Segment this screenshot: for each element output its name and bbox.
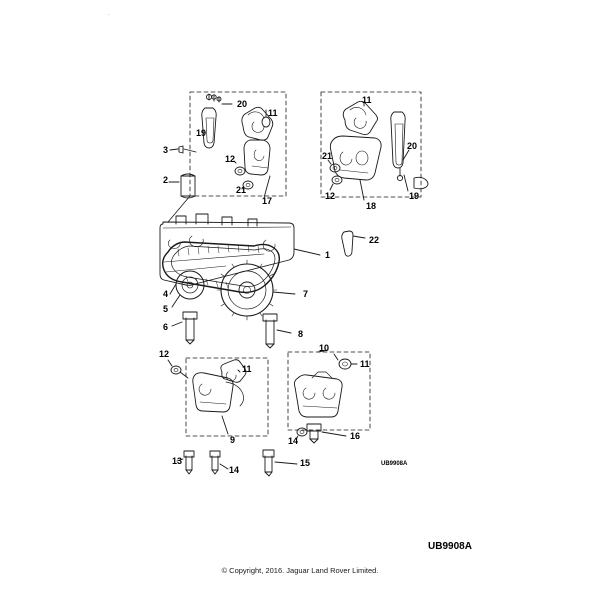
callout-19-right: 19 [409, 191, 420, 201]
part-12c-washer-in [174, 368, 178, 371]
callout-20: 20 [237, 99, 248, 109]
head-top-edge [163, 227, 291, 228]
part-6-leader [172, 322, 182, 326]
sprocket-7-inner [228, 271, 266, 309]
part-14b-bolt [212, 456, 218, 470]
callout-2: 2 [163, 175, 169, 185]
head-cam-cover-1 [176, 216, 186, 224]
callout-11: 11 [268, 108, 278, 118]
part-18-rib [340, 170, 368, 173]
callout-3: 3 [163, 145, 169, 155]
part-17-arm-detail [252, 166, 268, 168]
part-15-leader [275, 462, 297, 464]
callout-11-bottom-right: 11 [360, 359, 370, 369]
part-11d-washer [339, 359, 351, 369]
part-8-bolt-tip [266, 344, 274, 348]
group-box-9 [186, 358, 268, 436]
part-code-small: UB9908A [381, 461, 408, 467]
part-2-bush [181, 176, 195, 196]
part-6-bolt-head [183, 312, 197, 319]
part-14b-leader [220, 464, 228, 469]
part-3-bolt-head [179, 146, 183, 153]
part-17-leader [264, 176, 270, 198]
part-3-bolt [184, 149, 196, 152]
head-cam-cover-3 [222, 217, 232, 225]
callout-5: 5 [163, 304, 169, 314]
part-13-bolt [186, 456, 192, 470]
callout-4: 4 [163, 289, 169, 299]
part-14b-head [210, 451, 220, 457]
leader-17-diagonal [168, 196, 190, 222]
sprocket-7-hub [239, 282, 255, 298]
part-12c-leader [168, 360, 172, 366]
callout-21: 21 [236, 185, 247, 195]
callout-19: 19 [196, 128, 207, 138]
callout-21-right: 21 [322, 151, 333, 161]
callout-9: 9 [230, 435, 236, 445]
callout-7: 7 [303, 289, 309, 299]
part-9-leader [222, 416, 228, 434]
part-16-tip [310, 439, 318, 443]
part-9-hole1 [199, 384, 211, 395]
callout-6: 6 [163, 322, 169, 332]
part-8-bolt-head [263, 314, 277, 321]
callout-12: 12 [225, 154, 236, 164]
part-5-leader [172, 295, 180, 307]
part-17-arm-hole [254, 150, 264, 161]
sprocket-7-leader [273, 292, 295, 294]
part-10-rib [303, 406, 337, 408]
part-11a-detail1 [248, 112, 264, 118]
part-13-tip [186, 470, 192, 474]
callout-11-bottom-left: 11 [242, 364, 252, 374]
callout-12-bottom: 12 [159, 349, 170, 359]
part-12b-leader [330, 184, 333, 190]
part-12b-washer-in [335, 178, 339, 181]
part-12a-washer [235, 167, 245, 175]
part-13-head [184, 451, 194, 457]
callout-16: 16 [350, 431, 361, 441]
callout-13: 13 [172, 456, 183, 466]
group-box-10 [288, 352, 370, 430]
callout-14-bottom: 14 [229, 465, 240, 475]
part-1-leader [294, 249, 320, 255]
part-19b-leader [404, 175, 408, 191]
part-11a-boss [262, 117, 270, 127]
part-9-arm [226, 382, 244, 406]
part-21a-washer-inner [246, 183, 250, 186]
part-11b-d1 [350, 107, 366, 115]
part-11d-washer-in [343, 362, 348, 366]
part-12a-washer-inner [238, 169, 242, 172]
callout-10: 10 [319, 343, 330, 353]
part-22-leader [353, 236, 365, 238]
part-15-tip [265, 472, 272, 476]
callout-18: 18 [366, 201, 377, 211]
part-12c-stud [180, 372, 188, 378]
head-boss-a [168, 240, 180, 249]
callout-8: 8 [298, 329, 304, 339]
part-10-hole2 [323, 388, 335, 399]
callout-15: 15 [300, 458, 311, 468]
diagram-linework [160, 92, 428, 476]
callout-11-right: 11 [362, 95, 372, 105]
copyright-notice: © Copyright, 2016. Jaguar Land Rover Limited. [221, 566, 379, 575]
part-14a-washer [297, 428, 307, 436]
callout-20-right: 20 [407, 141, 418, 151]
part-11b-d2 [354, 118, 366, 128]
head-boss-b [189, 236, 203, 247]
callout-1: 1 [325, 250, 331, 260]
callout-17: 17 [262, 196, 273, 206]
part-19a-guide-inner [206, 118, 214, 143]
part-11c-leader [238, 370, 240, 372]
callout-22: 22 [369, 235, 380, 245]
registration-mark: · [108, 12, 110, 18]
part-16-leader [322, 432, 346, 436]
part-22-dowel [342, 231, 353, 256]
part-19b-inner [395, 124, 403, 165]
part-12c-washer [171, 366, 181, 374]
part-14b-tip [212, 470, 218, 474]
part-10-bracket [294, 375, 342, 417]
part-6-bolt-tip [186, 340, 194, 344]
part-18-hole1 [340, 152, 352, 165]
part-8-leader [277, 330, 291, 333]
part-11b-body [343, 101, 377, 134]
part-10-leader [334, 354, 338, 360]
part-4-leader [170, 284, 176, 294]
part-code-large: UB9908A [428, 541, 472, 552]
callout-14: 14 [288, 436, 299, 446]
part-10-hole1 [303, 388, 315, 399]
part-3-leader [170, 149, 178, 150]
part-14a-washer-in [300, 430, 304, 433]
part-17-arm [244, 140, 270, 175]
callout-12-right: 12 [325, 191, 336, 201]
part-9-rib [200, 402, 226, 404]
part-12b-washer [332, 176, 342, 184]
part-15-bolt [265, 456, 272, 472]
part-18-leader [360, 180, 364, 200]
part-18-hole2 [356, 151, 368, 165]
